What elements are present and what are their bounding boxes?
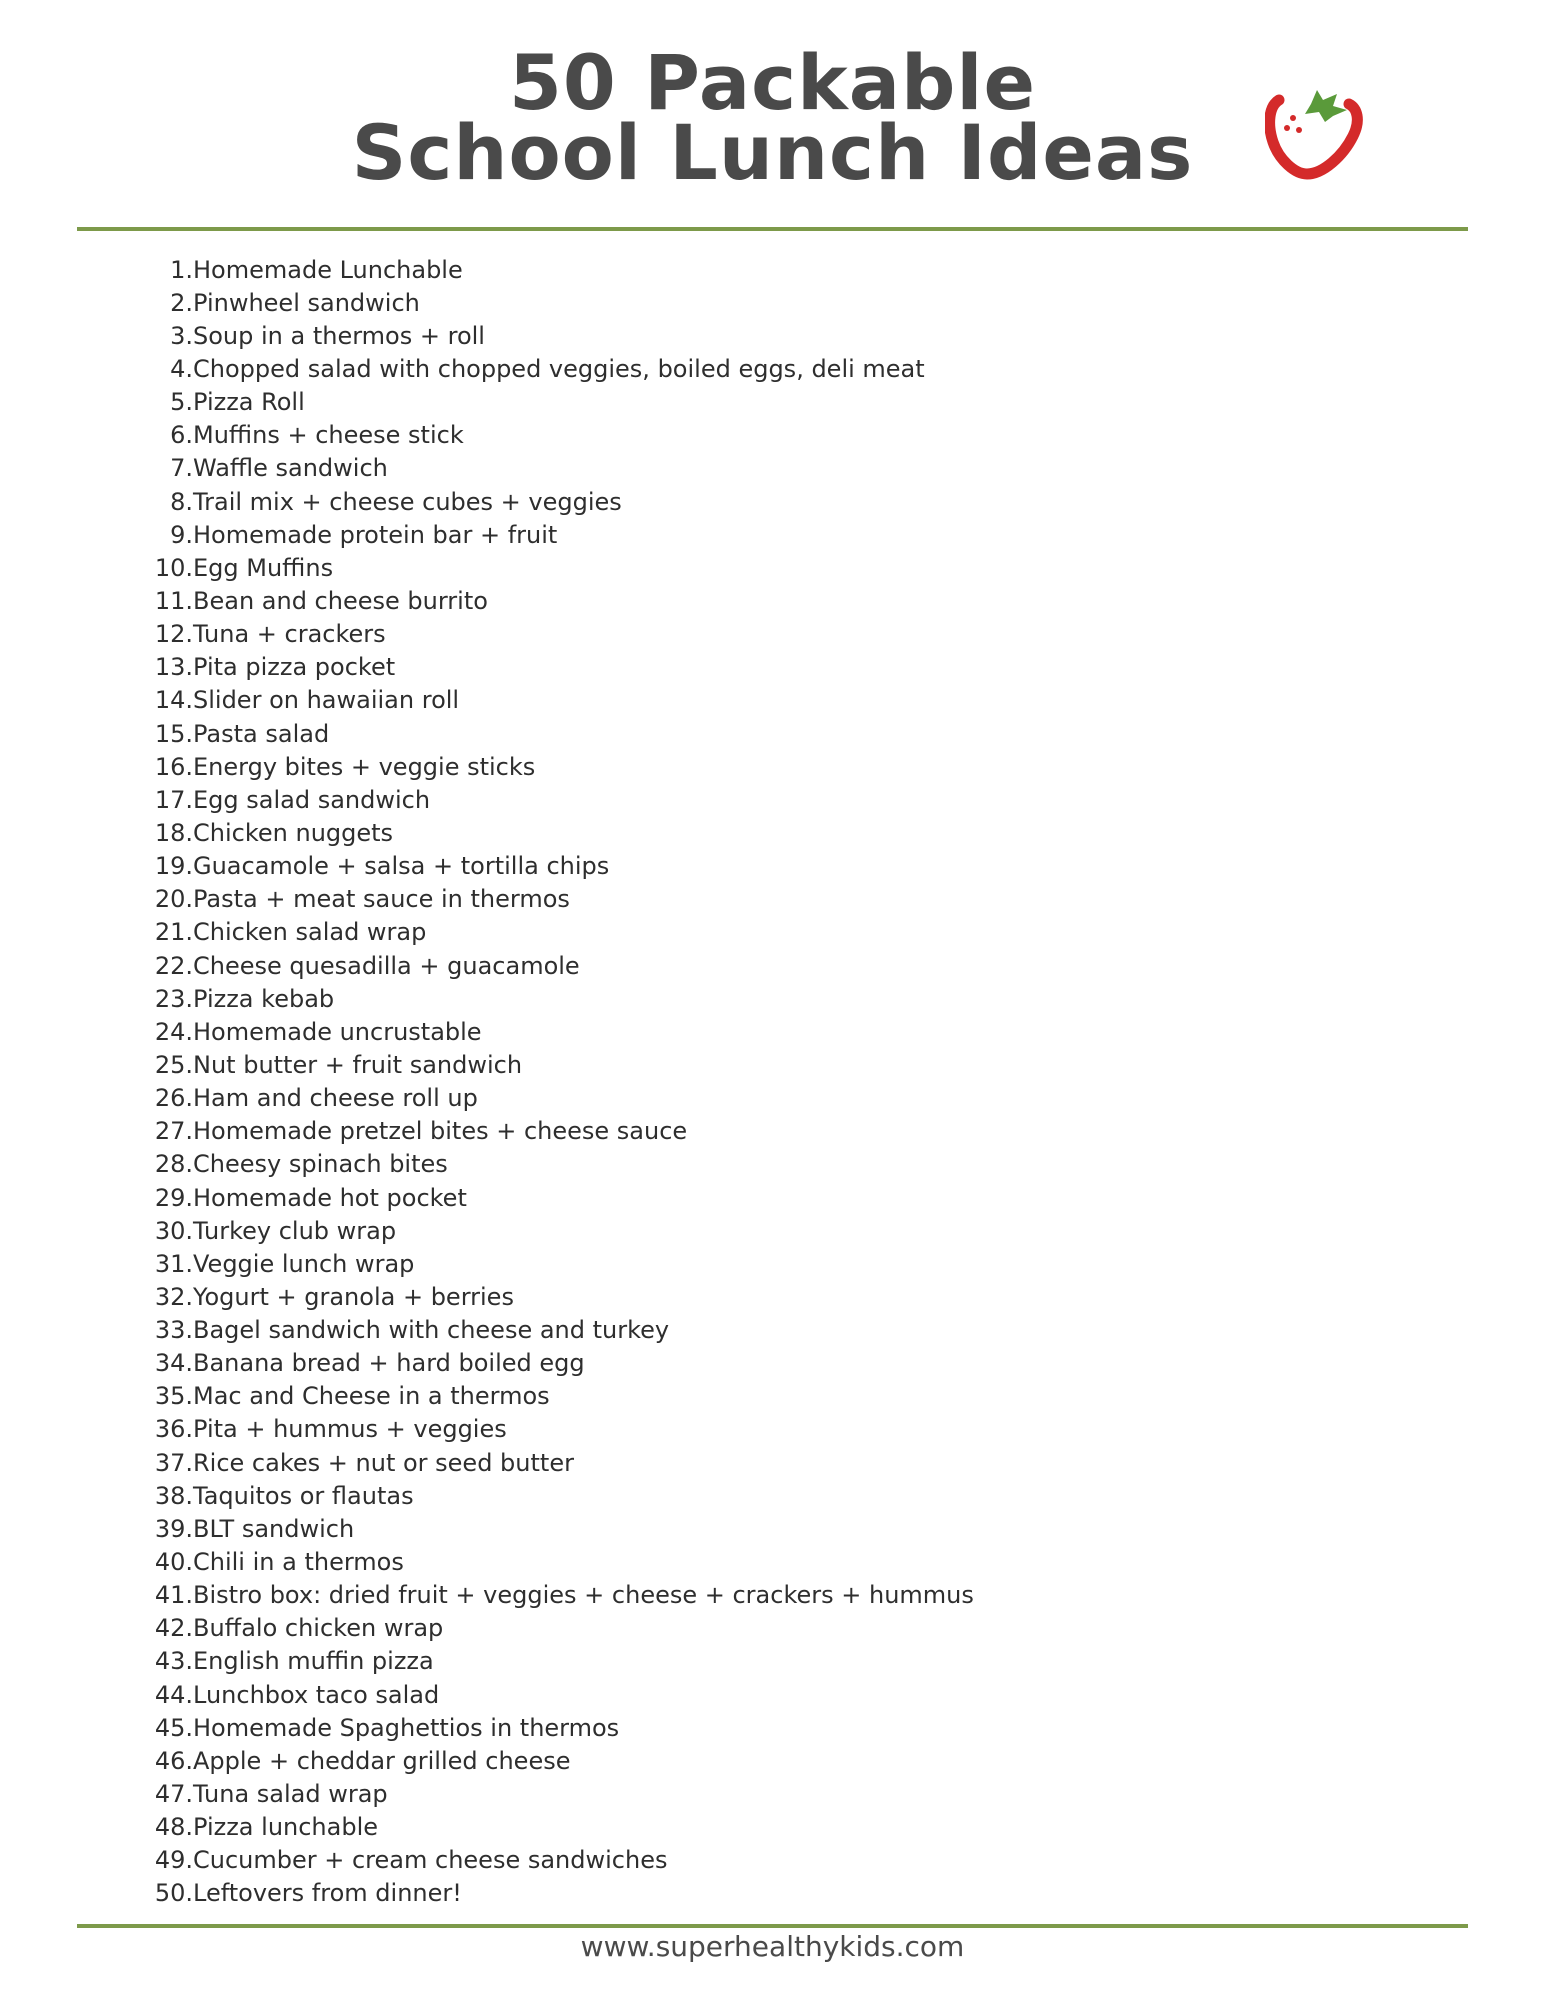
item-text: Pasta salad (193, 719, 330, 748)
item-text: Chili in a thermos (193, 1548, 404, 1577)
item-text: Yogurt + granola + berries (193, 1282, 514, 1311)
item-number: 23. (154, 984, 193, 1013)
top-divider (77, 227, 1468, 231)
item-text: Tuna salad wrap (193, 1780, 388, 1809)
list-item (140, 1479, 974, 1512)
item-number: 47. (154, 1780, 193, 1809)
item-text: Pita pizza pocket (193, 653, 396, 682)
item-text: Taquitos or flautas (193, 1481, 414, 1510)
item-number: 33. (154, 1316, 193, 1345)
item-number: 25. (154, 1050, 193, 1079)
list-item (140, 1446, 974, 1479)
item-text: Rice cakes + nut or seed butter (193, 1448, 574, 1477)
list-item (140, 319, 974, 352)
item-text: Homemade pretzel bites + cheese sauce (193, 1117, 688, 1146)
list-item (140, 1181, 974, 1214)
item-text: Apple + cheddar grilled cheese (193, 1746, 571, 1775)
list-item (140, 1744, 974, 1777)
strawberry-icon (1265, 82, 1365, 192)
item-number: 9. (170, 520, 193, 549)
item-number: 48. (154, 1813, 193, 1842)
item-number: 13. (154, 653, 193, 682)
item-text: Chopped salad with chopped veggies, boiled eggs, deli meat (193, 354, 925, 383)
item-text: Guacamole + salsa + tortilla chips (193, 852, 610, 881)
item-number: 34. (154, 1349, 193, 1378)
list-item (140, 1844, 974, 1877)
list-item (140, 916, 974, 949)
item-number: 29. (154, 1183, 193, 1212)
list-item (140, 1280, 974, 1313)
item-text: Bistro box: dried fruit + veggies + cheese + crackers + hummus (193, 1581, 974, 1610)
lunch-ideas-list (140, 253, 974, 1910)
item-number: 32. (154, 1282, 193, 1311)
item-number: 17. (154, 785, 193, 814)
item-number: 1. (170, 255, 193, 284)
item-text: Tuna + crackers (193, 620, 386, 649)
item-number: 20. (154, 885, 193, 914)
list-item (140, 352, 974, 385)
item-number: 43. (154, 1647, 193, 1676)
item-number: 36. (154, 1415, 193, 1444)
item-text: Muffins + cheese stick (193, 421, 464, 450)
item-number: 22. (154, 951, 193, 980)
item-text: Pinwheel sandwich (193, 288, 420, 317)
item-number: 50. (154, 1879, 193, 1908)
list-item (140, 1678, 974, 1711)
item-number: 27. (154, 1117, 193, 1146)
item-text: Cheesy spinach bites (193, 1150, 448, 1179)
item-number: 28. (154, 1150, 193, 1179)
item-text: Mac and Cheese in a thermos (193, 1382, 550, 1411)
item-text: Soup in a thermos + roll (193, 321, 485, 350)
item-text: Cheese quesadilla + guacamole (193, 951, 580, 980)
list-item (140, 452, 974, 485)
item-text: Banana bread + hard boiled egg (193, 1349, 585, 1378)
item-number: 44. (154, 1680, 193, 1709)
item-number: 21. (154, 918, 193, 947)
item-text: Homemade uncrustable (193, 1017, 482, 1046)
item-text: Waffle sandwich (193, 454, 388, 483)
item-text: English muffin pizza (193, 1647, 434, 1676)
list-item (140, 816, 974, 849)
list-item (140, 850, 974, 883)
item-number: 16. (154, 752, 193, 781)
item-text: Egg Muffins (193, 553, 334, 582)
list-item (140, 584, 974, 617)
item-number: 46. (154, 1746, 193, 1775)
list-item (140, 419, 974, 452)
list-item (140, 1579, 974, 1612)
item-text: Bagel sandwich with cheese and turkey (193, 1316, 670, 1345)
item-number: 12. (154, 620, 193, 649)
item-number: 39. (154, 1514, 193, 1543)
item-text: Pizza kebab (193, 984, 335, 1013)
list-item (140, 651, 974, 684)
list-item (140, 883, 974, 916)
list-item (140, 684, 974, 717)
list-item (140, 1314, 974, 1347)
item-text: Pita + hummus + veggies (193, 1415, 507, 1444)
list-item (140, 485, 974, 518)
item-number: 42. (154, 1614, 193, 1643)
item-number: 11. (154, 586, 193, 615)
list-item (140, 1711, 974, 1744)
item-text: Homemade hot pocket (193, 1183, 467, 1212)
item-text: Buffalo chicken wrap (193, 1614, 444, 1643)
item-text: Slider on hawaiian roll (193, 686, 460, 715)
list-item (140, 1645, 974, 1678)
item-text: Bean and cheese burrito (193, 586, 488, 615)
list-item (140, 1214, 974, 1247)
footer-url: www.superhealthykids.com (580, 1930, 965, 1963)
item-number: 19. (154, 852, 193, 881)
item-text: Pizza Roll (193, 388, 305, 417)
item-number: 24. (154, 1017, 193, 1046)
item-text: Cucumber + cream cheese sandwiches (193, 1846, 668, 1875)
item-number: 7. (170, 454, 193, 483)
list-item (140, 286, 974, 319)
item-number: 38. (154, 1481, 193, 1510)
item-text: Turkey club wrap (193, 1216, 397, 1245)
item-number: 8. (170, 487, 193, 516)
item-number: 18. (154, 818, 193, 847)
title-line-2: School Lunch Ideas (351, 108, 1194, 197)
item-text: Pasta + meat sauce in thermos (193, 885, 570, 914)
list-item (140, 1247, 974, 1280)
item-number: 26. (154, 1084, 193, 1113)
item-number: 15. (154, 719, 193, 748)
item-number: 41. (154, 1581, 193, 1610)
list-item (140, 783, 974, 816)
item-text: Chicken nuggets (193, 818, 394, 847)
list-item (140, 253, 974, 286)
item-text: Chicken salad wrap (193, 918, 427, 947)
list-item (140, 982, 974, 1015)
item-text: Energy bites + veggie sticks (193, 752, 536, 781)
list-item (140, 1777, 974, 1810)
item-number: 45. (154, 1713, 193, 1742)
list-item (140, 1148, 974, 1181)
item-text: BLT sandwich (193, 1514, 355, 1543)
list-item (140, 1115, 974, 1148)
list-item (140, 386, 974, 419)
item-number: 5. (170, 388, 193, 417)
item-number: 2. (170, 288, 193, 317)
item-text: Egg salad sandwich (193, 785, 431, 814)
list-item (140, 1413, 974, 1446)
list-item (140, 949, 974, 982)
list-item (140, 1082, 974, 1115)
item-text: Veggie lunch wrap (193, 1249, 415, 1278)
item-text: Homemade protein bar + fruit (193, 520, 558, 549)
list-item (140, 618, 974, 651)
item-number: 40. (154, 1548, 193, 1577)
item-text: Lunchbox taco salad (193, 1680, 440, 1709)
item-text: Leftovers from dinner! (193, 1879, 462, 1908)
item-number: 4. (170, 354, 193, 383)
item-number: 35. (154, 1382, 193, 1411)
item-number: 10. (154, 553, 193, 582)
item-text: Pizza lunchable (193, 1813, 379, 1842)
item-text: Nut butter + fruit sandwich (193, 1050, 523, 1079)
list-item (140, 1512, 974, 1545)
bottom-divider (77, 1924, 1468, 1928)
list-item (140, 1811, 974, 1844)
list-item (140, 1380, 974, 1413)
list-item (140, 1612, 974, 1645)
title-line-1: 50 Packable (508, 38, 1037, 127)
item-text: Homemade Spaghettios in thermos (193, 1713, 620, 1742)
item-number: 3. (170, 321, 193, 350)
list-item (140, 551, 974, 584)
list-item (140, 1048, 974, 1081)
item-text: Homemade Lunchable (193, 255, 463, 284)
item-number: 31. (154, 1249, 193, 1278)
item-number: 14. (154, 686, 193, 715)
item-text: Trail mix + cheese cubes + veggies (193, 487, 622, 516)
item-number: 37. (154, 1448, 193, 1477)
item-text: Ham and cheese roll up (193, 1084, 478, 1113)
item-number: 6. (170, 421, 193, 450)
list-item (140, 750, 974, 783)
item-number: 49. (154, 1846, 193, 1875)
list-item (140, 1877, 974, 1910)
list-item (140, 1545, 974, 1578)
list-item (140, 518, 974, 551)
list-item (140, 717, 974, 750)
item-number: 30. (154, 1216, 193, 1245)
list-item (140, 1347, 974, 1380)
list-item (140, 1015, 974, 1048)
